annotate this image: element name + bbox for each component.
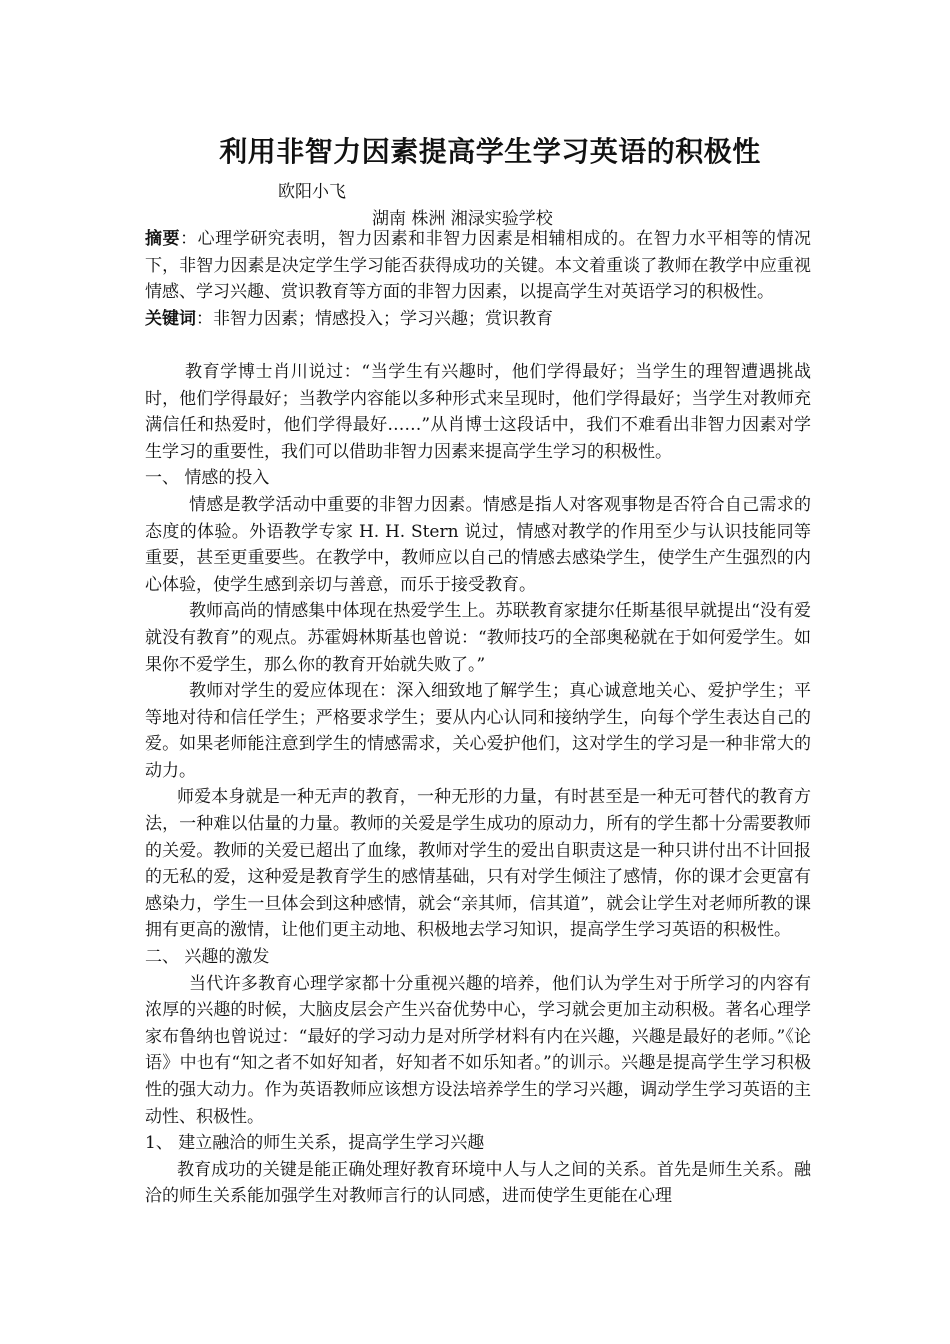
paragraph: 教师对学生的爱应体现在：深入细致地了解学生；真心诚意地关心、爱护学生；平等地对待和信任学生；严格要求学生；要从内心认同和接纳学生，向每个学生表达自己的爱。如果老师能注意到学生的情感需求，关心爱护他们，这对学生的学习是一种非常大的动力。 (145, 681, 811, 781)
document-title: 利用非智力因素提高学生学习英语的积极性 (219, 135, 761, 168)
author-affiliation: 湖南 株洲 湘渌实验学校 (372, 209, 553, 229)
subsection-heading-1: 1、 建立融洽的师生关系，提高学生学习兴趣 (145, 1133, 485, 1154)
keywords (145, 306, 811, 333)
abstract-text: ：心理学研究表明，智力因素和非智力因素是相辅相成的。在智力水平相等的情况下，非智力因素是决定学生学习能否获得成功的关键。本文着重谈了教师在教学中应重视情感、学习兴趣、赏识教育等方面的非智力因素，以提高学生对英语学习的积极性。 (145, 229, 812, 303)
keywords-text: ：非智力因素；情感投入；学习兴趣；赏识教育 (196, 308, 553, 329)
paragraph: 当代许多教育心理学家都十分重视兴趣的培养，他们认为学生对于所学习的内容有浓厚的兴趣的时候，大脑皮层会产生兴奋优势中心，学习就会更加主动积极。著名心理学家布鲁纳也曾说过：“最好的学习动力是对所学材料有内在兴趣，兴趣是最好的老师。”《论语》中也有“知之者不如好知者，好知者不如乐知者。”的训示。兴趣是提高学生学习积极性的强大动力。作为英语教师应该想方设法培养学生的学习兴趣，调动学生学习英语的主动性、积极性。 (145, 973, 811, 1127)
document-body (145, 226, 811, 1210)
paragraph: 情感是教学活动中重要的非智力因素。情感是指人对客观事物是否符合自己需求的态度的体验。外语教学专家 H. H. Stern 说过，情感对教学的作用至少与认识技能同等重要，甚至更重要些。在教学中，教师应以自己的情感去感染学生，使学生产生强烈的内心体验，使学生感到亲切与善意，而乐于接受教育。 (145, 494, 811, 595)
abstract (145, 226, 811, 306)
paragraph: 教育成功的关键是能正确处理好教育环境中人与人之间的关系。首先是师生关系。融洽的师生关系能加强学生对教师言行的认同感，进而使学生更能在心理 (145, 1159, 811, 1207)
paragraph: 教师高尚的情感集中体现在热爱学生上。苏联教育家捷尔任斯基很早就提出“没有爱就没有教育”的观点。苏霍姆林斯基也曾说：“教师技巧的全部奥秘就在于如何爱学生。如果你不爱学生，那么你的教育开始就失败了。” (145, 601, 811, 675)
abstract-label: 摘要 (145, 229, 181, 249)
keywords-label: 关键词 (145, 308, 196, 329)
spacer (145, 332, 811, 359)
paragraph: 师爱本身就是一种无声的教育，一种无形的力量，有时甚至是一种无可替代的教育方法，一种难以估量的力量。教师的关爱是学生成功的原动力，所有的学生都十分需要教师的关爱。教师的关爱已超出了血缘，教师对学生的爱出自职责这是一种只讲付出不计回报的无私的爱，这种爱是教育学生的感情基础，只有对学生倾注了感情，你的课才会更富有感染力，学生一旦体会到这种感情，就会“亲其师，信其道”，就会让学生对老师所教的课拥有更高的激情，让他们更主动地、积极地去学习知识，提高学生学习英语的积极性。 (145, 787, 811, 941)
section-heading-1: 一、 情感的投入 (145, 468, 270, 489)
author-name: 欧阳小飞 (278, 182, 346, 202)
section-heading-2: 二、 兴趣的激发 (145, 947, 270, 968)
intro-paragraph: 教育学博士肖川说过：“当学生有兴趣时，他们学得最好；当学生的理智遭遇挑战时，他们学得最好；当教学内容能以多种形式来呈现时，他们学得最好；当学生对教师充满信任和热爱时，他们学得最好……”从肖博士这段话中，我们不难看出非智力因素对学生学习的重要性，我们可以借助非智力因素来提高学生学习的积极性。 (145, 361, 811, 462)
